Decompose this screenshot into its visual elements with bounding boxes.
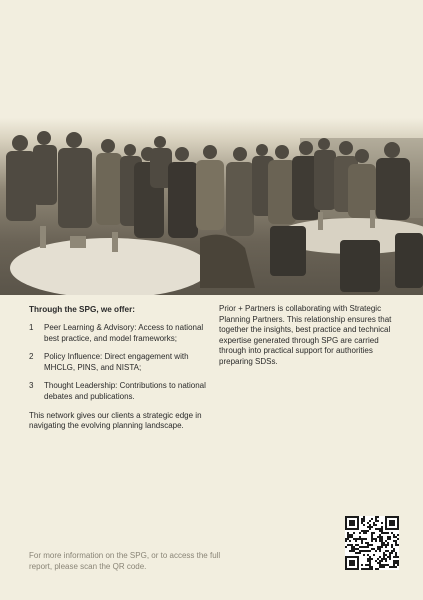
group-photo-illustration bbox=[0, 118, 423, 295]
list-item bbox=[29, 323, 209, 344]
qr-code-icon[interactable] bbox=[345, 516, 399, 570]
qr-code-graphic bbox=[345, 516, 399, 570]
partners-paragraph: Prior + Partners is collaborating with Strategic Planning Partners. This relationship ensures that together the insights, best practice and technical expertise generated through SPG are carried through into practical support for authorities preparing SDSs. bbox=[219, 304, 392, 366]
list-number: 1 bbox=[29, 323, 34, 332]
offer-heading: Through the SPG, we offer: bbox=[29, 305, 135, 314]
list-number: 3 bbox=[29, 381, 34, 391]
list-text: Thought Leadership: Contributions to national debates and publications. bbox=[44, 381, 206, 401]
partners-section bbox=[219, 304, 399, 368]
list-text: Peer Learning & Advisory: Access to national best practice, and model frameworks; bbox=[44, 323, 204, 343]
offer-list bbox=[29, 323, 209, 403]
list-item bbox=[29, 381, 209, 402]
list-number: 2 bbox=[29, 352, 34, 362]
list-text: Policy Influence: Direct engagement with MHCLG, PINS, and NISTA; bbox=[44, 352, 189, 372]
offer-section bbox=[29, 304, 209, 432]
footer-note: For more information on the SPG, or to access the full report, please scan the QR code. bbox=[29, 551, 221, 571]
group-photo bbox=[0, 118, 423, 295]
network-paragraph: This network gives our clients a strategic edge in navigating the evolving planning landscape. bbox=[29, 410, 202, 431]
list-item bbox=[29, 352, 209, 373]
